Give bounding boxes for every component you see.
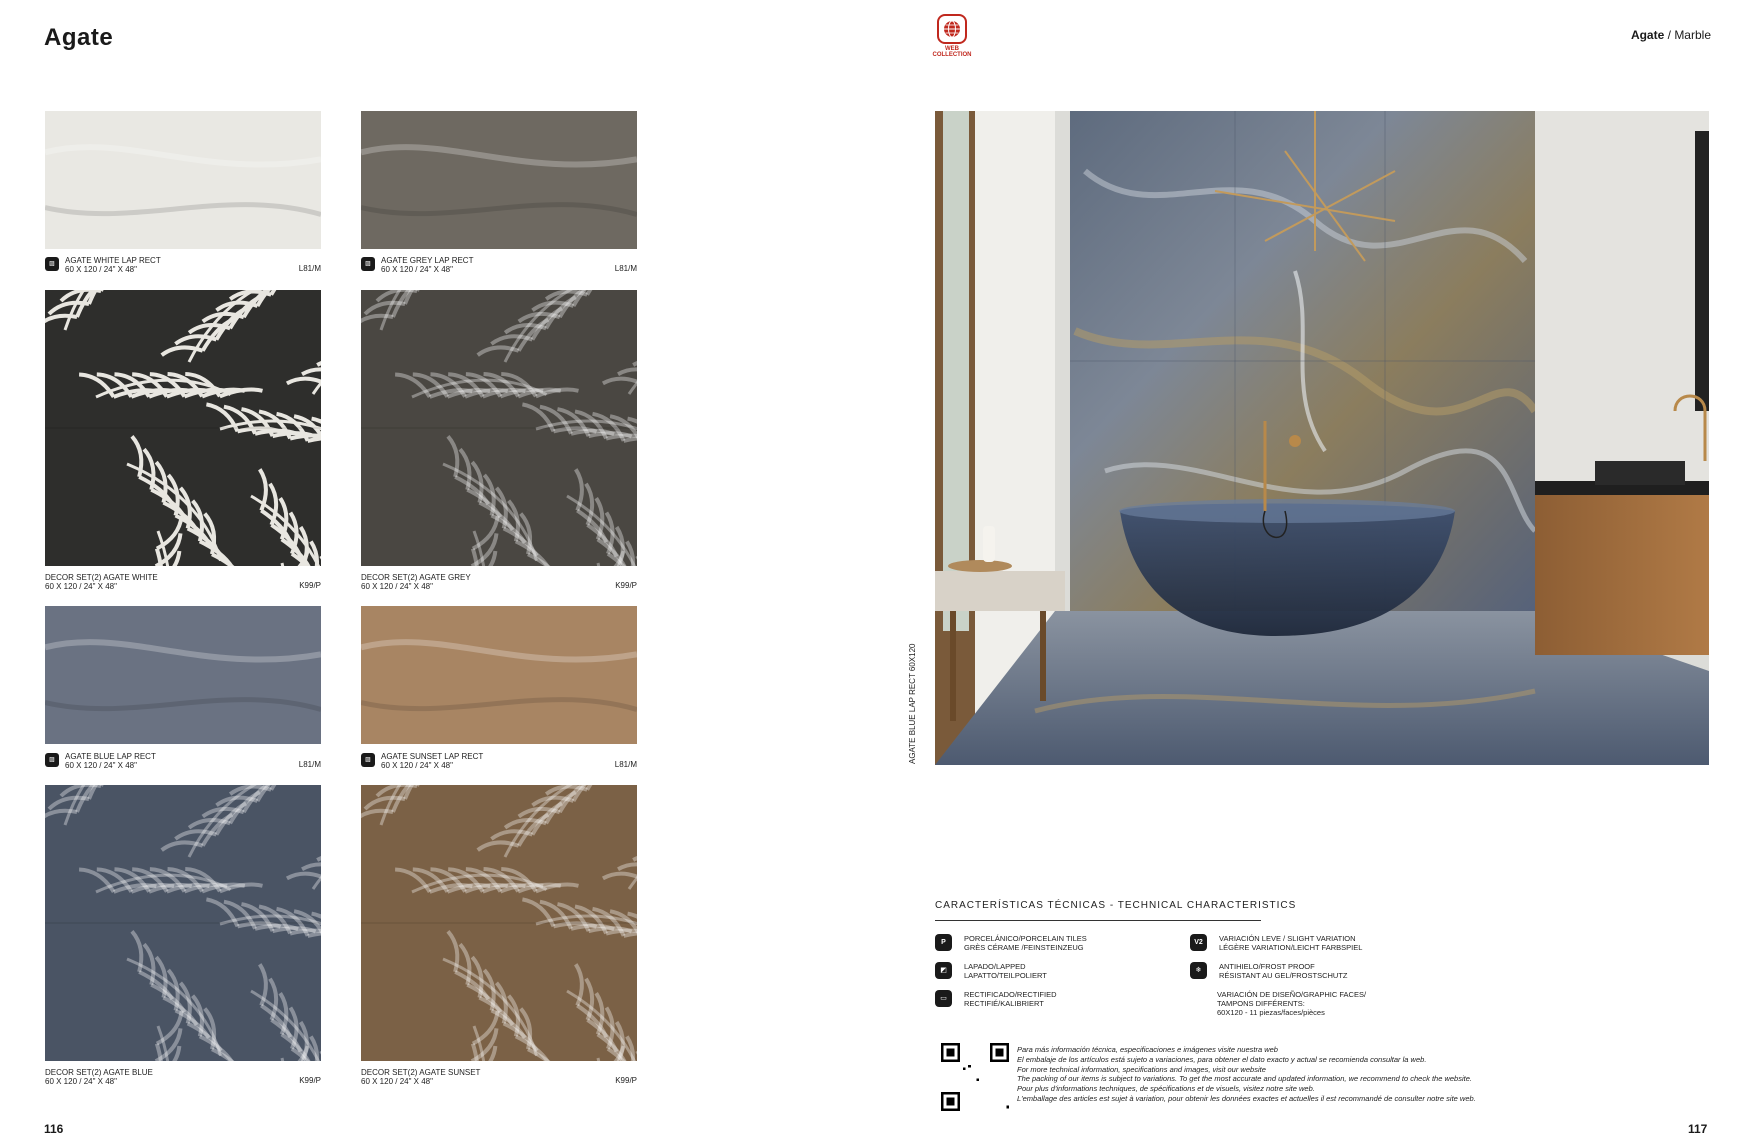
tile-code: K99/P xyxy=(615,581,637,590)
feature-line: RECTIFICADO/RECTIFIED xyxy=(964,990,1057,999)
tech-divider xyxy=(935,920,1261,921)
page-title: Agate xyxy=(44,24,114,51)
info-line: Para más información técnica, especificaciones e imágenes visite nuestra web xyxy=(1017,1045,1278,1054)
lapped-icon: ◩ xyxy=(935,962,952,979)
website-info xyxy=(1017,1045,1557,1104)
tile-image[interactable] xyxy=(361,290,637,566)
tech-title: CARACTERÍSTICAS TÉCNICAS - TECHNICAL CHARACTERISTICS xyxy=(935,900,1297,911)
tile-size: 60 X 120 / 24" X 48" xyxy=(45,1077,117,1086)
tile-size: 60 X 120 / 24" X 48" xyxy=(381,265,453,274)
tile-size: 60 X 120 / 24" X 48" xyxy=(65,761,137,770)
tile-image[interactable] xyxy=(361,606,637,744)
tile-size: 60 X 120 / 24" X 48" xyxy=(65,265,137,274)
feature-line: LAPADO/LAPPED xyxy=(964,962,1026,971)
tile-size: 60 X 120 / 24" X 48" xyxy=(381,761,453,770)
tile-name: AGATE GREY LAP RECT xyxy=(381,256,474,265)
tile-name: DECOR SET(2) AGATE BLUE xyxy=(45,1068,153,1077)
feature-line: VARIACIÓN DE DISEÑO/GRAPHIC FACES/ xyxy=(1217,990,1367,999)
tile-image[interactable] xyxy=(45,290,321,566)
tile-name: AGATE WHITE LAP RECT xyxy=(65,256,161,265)
lapped-icon: ▨ xyxy=(361,257,375,271)
tile-size: 60 X 120 / 24" X 48" xyxy=(45,582,117,591)
porcelain-icon: P xyxy=(935,934,952,951)
bathroom-hero-image xyxy=(935,111,1709,765)
feature-line: RECTIFIÉ/KALIBRIERT xyxy=(964,999,1044,1008)
info-line: Pour plus d'informations techniques, de spécifications et de visuels, visitez notre site web. xyxy=(1017,1084,1315,1094)
logo-text: WEB COLLECTION xyxy=(932,46,972,58)
right-page-number: 117 xyxy=(1688,1122,1708,1136)
breadcrumb-separator: / xyxy=(1667,28,1671,42)
feature-line: LÉGÈRE VARIATION/LEICHT FARBSPIEL xyxy=(1219,943,1363,952)
hero-caption: AGATE BLUE LAP RECT 60X120 xyxy=(908,643,917,764)
feature-line: GRÈS CÉRAME /FEINSTEINZEUG xyxy=(964,943,1084,952)
tile-name: DECOR SET(2) AGATE SUNSET xyxy=(361,1068,481,1077)
variation-icon: V2 xyxy=(1190,934,1207,951)
tile-image[interactable] xyxy=(361,785,637,1061)
breadcrumb-series: Agate xyxy=(1630,28,1665,42)
tile-image[interactable] xyxy=(45,785,321,1061)
tile-name: AGATE SUNSET LAP RECT xyxy=(381,752,484,761)
feature-line: LAPATTO/TEILPOLIERT xyxy=(964,971,1047,980)
tile-code: L81/M xyxy=(614,760,637,769)
lapped-icon: ▨ xyxy=(45,753,59,767)
info-line: El embalaje de los artículos está sujeto a variaciones, para obtener el dato exacto y actual se recomienda consultar la web. xyxy=(1017,1054,1427,1064)
breadcrumb-category: Marble xyxy=(1674,28,1711,42)
tile-name: DECOR SET(2) AGATE GREY xyxy=(361,573,471,582)
feature-line: RÉSISTANT AU GEL/FROSTSCHUTZ xyxy=(1219,971,1348,980)
rectified-icon: ▭ xyxy=(935,990,952,1007)
lapped-icon: ▨ xyxy=(361,753,375,767)
breadcrumb xyxy=(1631,28,1711,42)
frost-proof-icon: ❄ xyxy=(1190,962,1207,979)
tile-code: L81/M xyxy=(614,264,637,273)
left-page-number: 116 xyxy=(44,1122,64,1136)
info-line: L'emballage des articles est sujet à variation, pour obtenir les données exactes et actuelles il est recommandé de consulter notre site web. xyxy=(1017,1093,1476,1103)
tile-image[interactable] xyxy=(45,111,321,249)
feature-line: 60X120 - 11 piezas/faces/pièces xyxy=(1217,1008,1325,1017)
tile-image[interactable] xyxy=(361,111,637,249)
lapped-icon: ▨ xyxy=(45,257,59,271)
tile-code: L81/M xyxy=(298,264,321,273)
feature-line: VARIACIÓN LEVE / SLIGHT VARIATION xyxy=(1219,934,1356,943)
feature-line: TAMPONS DIFFÉRENTS: xyxy=(1217,999,1305,1008)
info-line: The packing of our items is subject to variations. To get the most accurate and updated information, we recommend to check the website. xyxy=(1017,1074,1472,1084)
tile-name: AGATE BLUE LAP RECT xyxy=(65,752,156,761)
feature-line: PORCELÁNICO/PORCELAIN TILES xyxy=(964,934,1087,943)
qr-code[interactable] xyxy=(941,1043,1009,1111)
feature-line: ANTIHIELO/FROST PROOF xyxy=(1219,962,1315,971)
tile-size: 60 X 120 / 24" X 48" xyxy=(361,1077,433,1086)
tile-name: DECOR SET(2) AGATE WHITE xyxy=(45,573,158,582)
tile-code: K99/P xyxy=(615,1076,637,1085)
tile-code: K99/P xyxy=(299,581,321,590)
tile-size: 60 X 120 / 24" X 48" xyxy=(361,582,433,591)
tile-image[interactable] xyxy=(45,606,321,744)
web-collection-logo xyxy=(937,14,967,44)
info-line: For more technical information, specifications and images, visit our website xyxy=(1017,1064,1266,1074)
tile-code: K99/P xyxy=(299,1076,321,1085)
tile-code: L81/M xyxy=(298,760,321,769)
